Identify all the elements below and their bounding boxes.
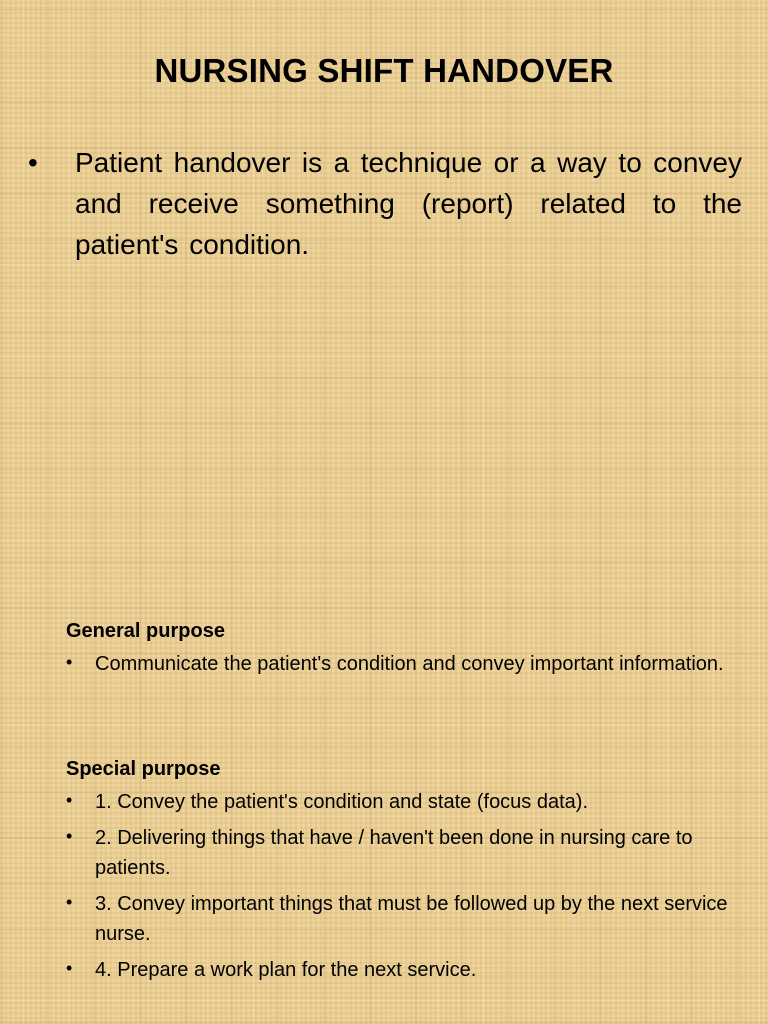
special-purpose-heading: Special purpose: [66, 758, 221, 780]
list-item: [66, 787, 736, 817]
list-item-text: 4. Prepare a work plan for the next service.: [95, 959, 477, 981]
list-item-text: Communicate the patient's condition and convey important information.: [95, 653, 724, 675]
bullet-icon: •: [66, 790, 73, 810]
intro-list: [28, 142, 742, 265]
general-purpose-section: [66, 617, 736, 685]
list-item-text: 1. Convey the patient's condition and state (focus data).: [95, 791, 589, 813]
special-purpose-section: [66, 755, 736, 991]
bullet-icon: •: [66, 652, 73, 672]
intro-item: [28, 142, 742, 265]
special-purpose-list: [66, 787, 736, 985]
list-item: [66, 955, 736, 985]
general-purpose-list: [66, 649, 736, 679]
list-item-text: 3. Convey important things that must be followed up by the next service nurse.: [95, 893, 728, 945]
bullet-icon: •: [66, 892, 73, 912]
bullet-icon: •: [66, 958, 73, 978]
list-item: [66, 889, 736, 949]
general-purpose-heading: General purpose: [66, 620, 225, 642]
bullet-icon: •: [66, 826, 73, 846]
list-item-text: 2. Delivering things that have / haven't been done in nursing care to patients.: [95, 827, 693, 879]
page-title: NURSING SHIFT HANDOVER: [154, 52, 614, 89]
list-item: [66, 649, 736, 679]
list-item: [66, 823, 736, 883]
intro-text: Patient handover is a technique or a way to convey and receive something (report) related to the patient's condition.: [75, 147, 742, 260]
bullet-icon: •: [28, 147, 38, 178]
